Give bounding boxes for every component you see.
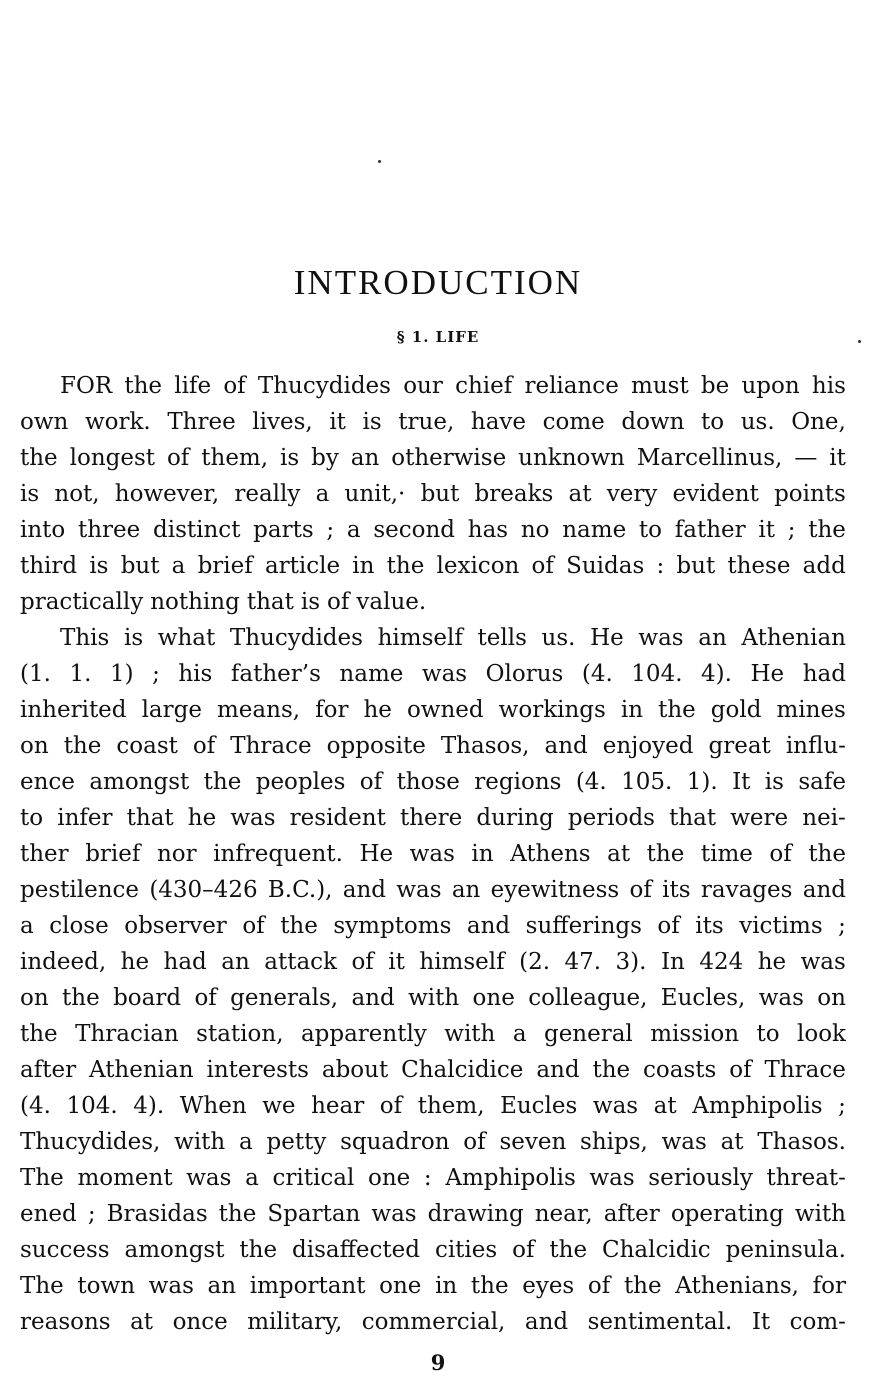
text-line: ence amongst the peoples of those regions (4. 105. 1). It is safe <box>20 769 846 795</box>
text-line: ther brief nor infrequent. He was in Athens at the time of the <box>20 841 846 867</box>
text-line: pestilence (430–426 B.C.), and was an eyewitness of its ravages and <box>20 877 846 903</box>
chapter-title: INTRODUCTION <box>293 263 583 303</box>
text-line: The town was an important one in the eyes of the Athenians, for <box>20 1273 846 1299</box>
text-line: inherited large means, for he owned workings in the gold mines <box>20 697 846 723</box>
text-line: the Thracian station, apparently with a general mission to look <box>20 1021 846 1047</box>
text-line: FOR the life of Thucydides our chief reliance must be upon his <box>60 373 846 399</box>
text-line: indeed, he had an attack of it himself (2. 47. 3). In 424 he was <box>20 949 846 975</box>
print-speck <box>378 160 381 163</box>
text-line: (4. 104. 4). When we hear of them, Eucles was at Amphipolis ; <box>20 1093 846 1119</box>
text-line: the longest of them, is by an otherwise unknown Marcellinus, — it <box>20 445 846 471</box>
text-line: ened ; Brasidas the Spartan was drawing near, after operating with <box>20 1201 846 1227</box>
text-line: is not, however, really a unit,· but breaks at very evident points <box>20 481 846 507</box>
text-line: a close observer of the symptoms and sufferings of its victims ; <box>20 913 846 939</box>
text-line: own work. Three lives, it is true, have come down to us. One, <box>20 409 846 435</box>
text-line: This is what Thucydides himself tells us. He was an Athenian <box>60 625 846 651</box>
text-line: practically nothing that is of value. <box>20 589 427 615</box>
body-text <box>20 368 846 1340</box>
text-line: success amongst the disaffected cities of the Chalcidic peninsula. <box>20 1237 846 1263</box>
text-line: to infer that he was resident there during periods that were nei- <box>20 805 846 831</box>
text-line: third is but a brief article in the lexicon of Suidas : but these add <box>20 553 846 579</box>
text-line: Thucydides, with a petty squadron of seven ships, was at Thasos. <box>20 1129 846 1155</box>
text-line: (1. 1. 1) ; his father’s name was Olorus (4. 104. 4). He had <box>20 661 846 687</box>
text-line: on the board of generals, and with one colleague, Eucles, was on <box>20 985 846 1011</box>
text-line: after Athenian interests about Chalcidice and the coasts of Thrace <box>20 1057 846 1083</box>
page-number: 9 <box>430 1350 446 1375</box>
paragraph <box>20 620 846 1340</box>
text-line: The moment was a critical one : Amphipolis was seriously threat- <box>20 1165 846 1191</box>
text-line: into three distinct parts ; a second has no name to father it ; the <box>20 517 846 543</box>
text-line: reasons at once military, commercial, and sentimental. It com- <box>20 1309 846 1335</box>
paragraph <box>20 368 846 620</box>
text-line: on the coast of Thrace opposite Thasos, and enjoyed great influ- <box>20 733 846 759</box>
section-heading: § 1. LIFE <box>396 328 480 346</box>
